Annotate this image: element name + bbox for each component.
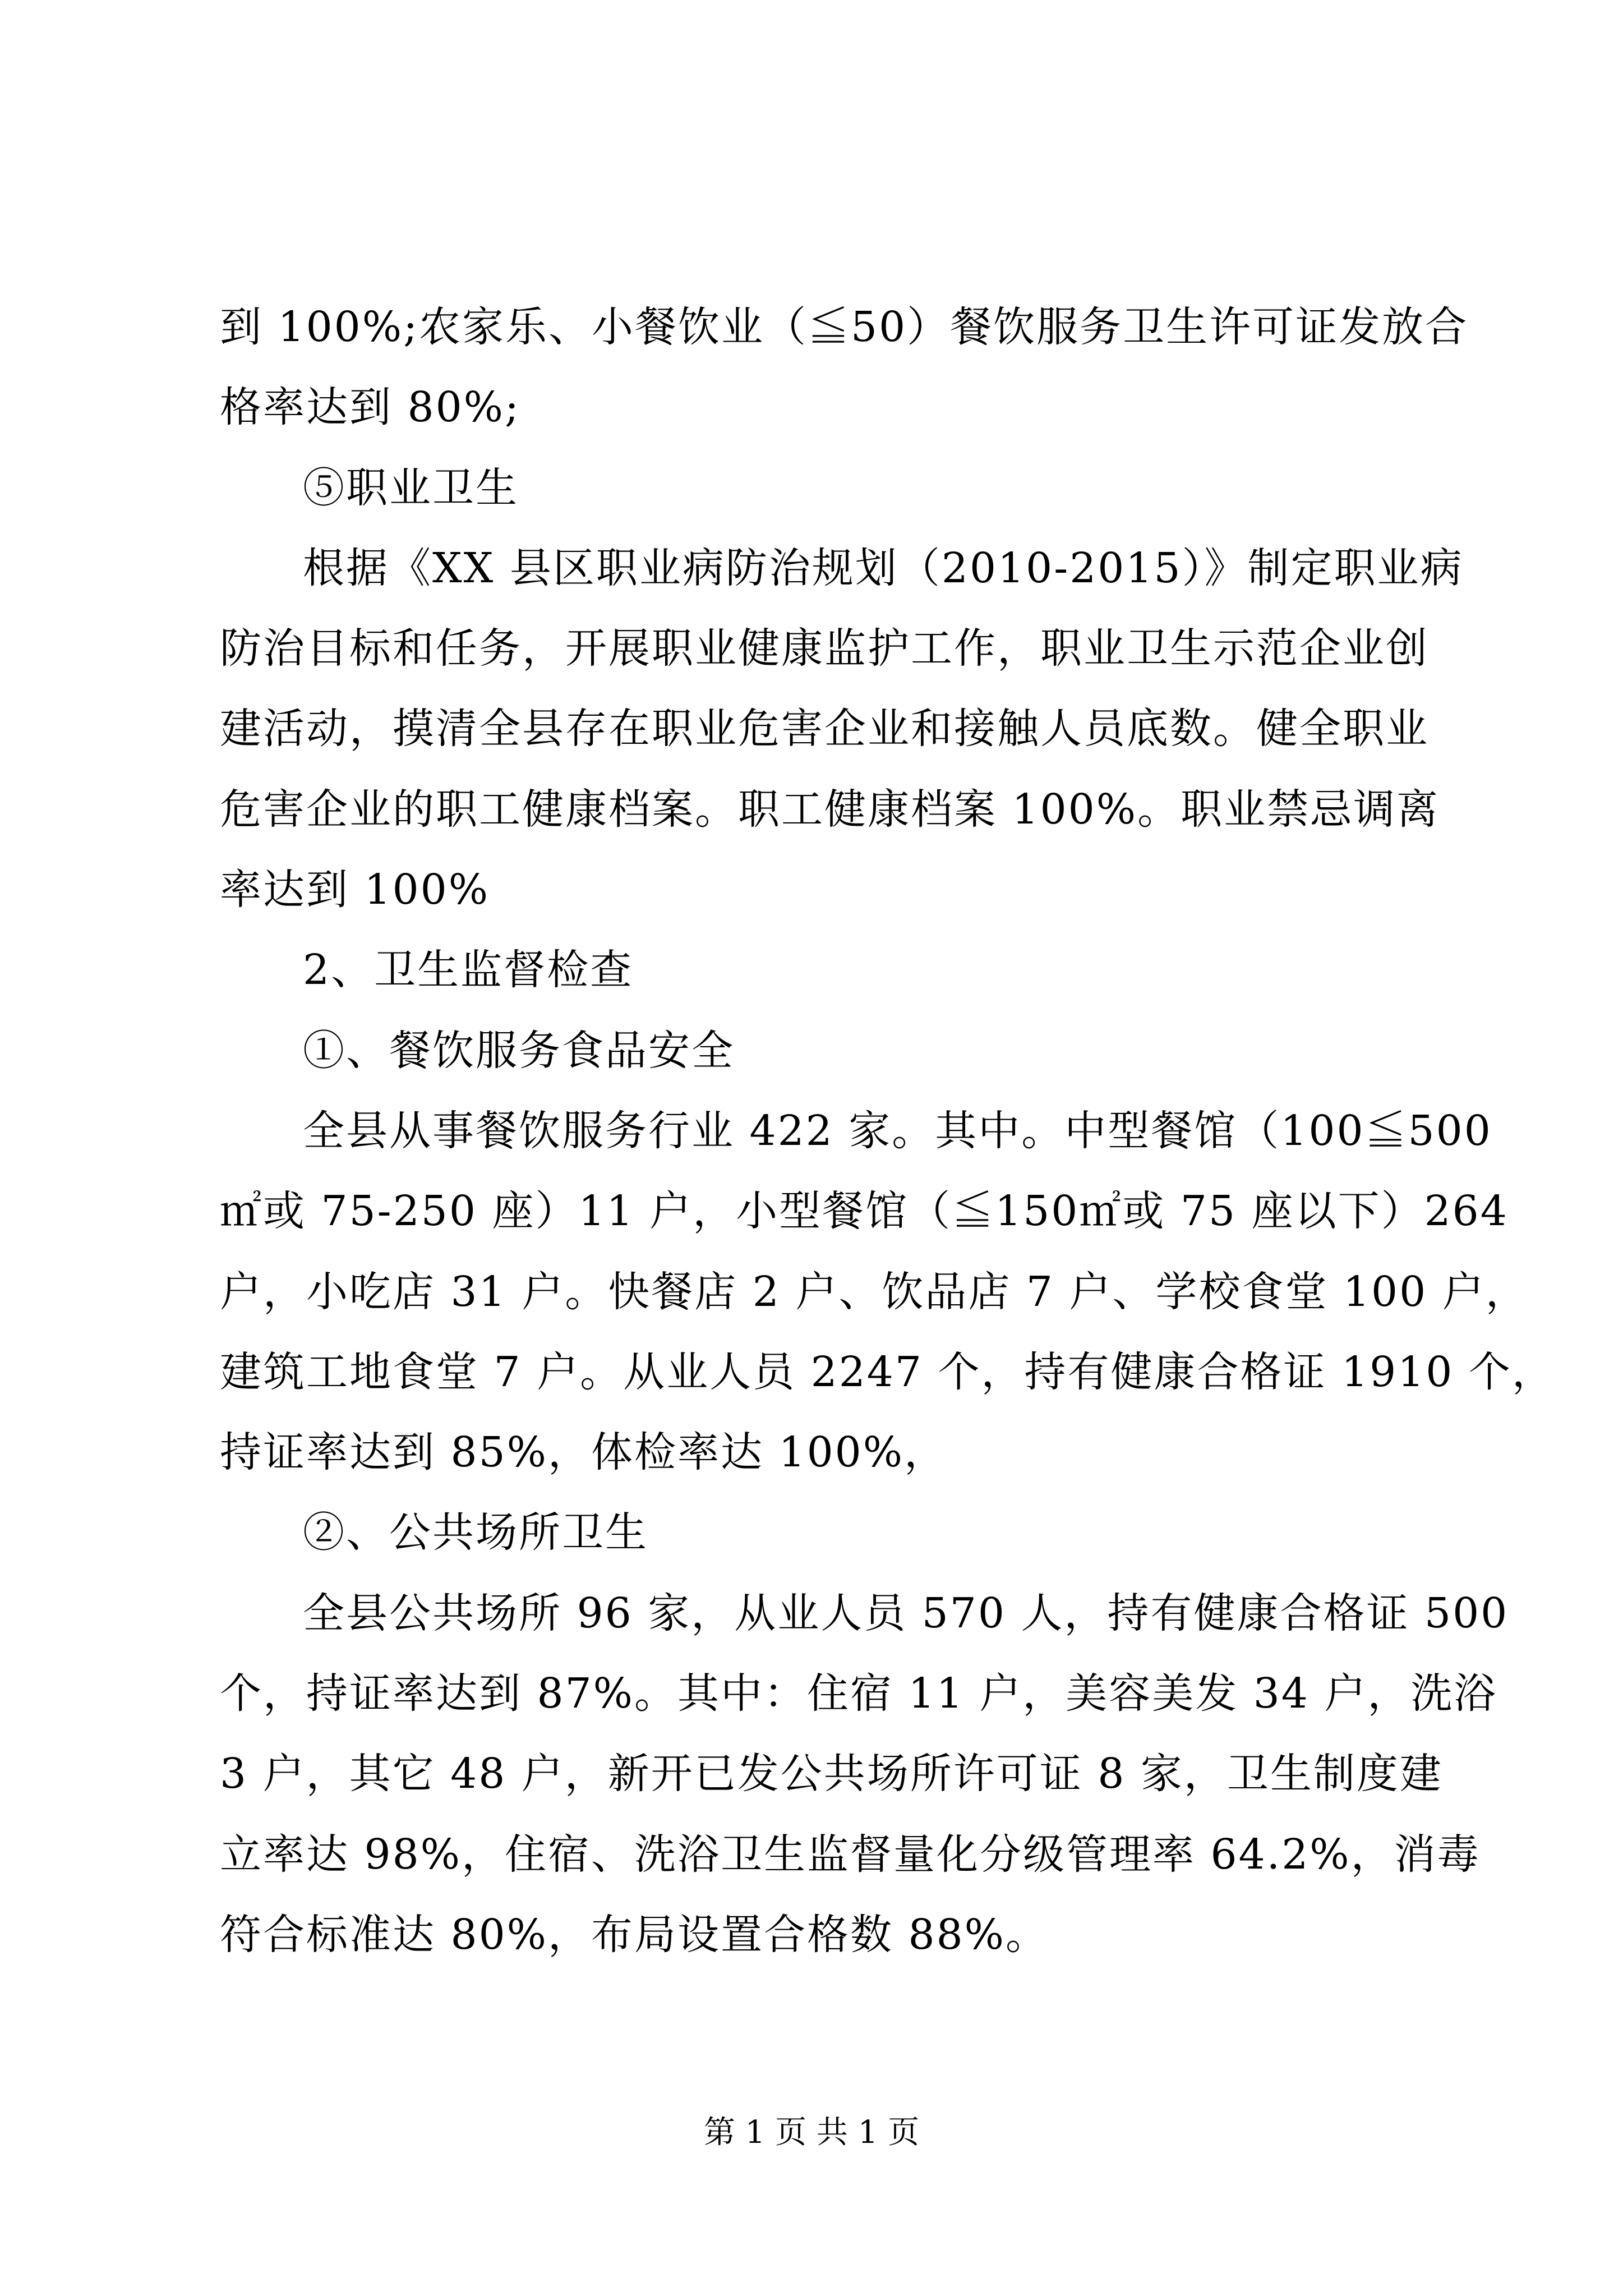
text-line: 率达到 100% — [220, 866, 490, 914]
text-line: 防治目标和任务，开展职业健康监护工作，职业卫生示范企业创 — [220, 624, 1429, 673]
text-line: 到 100%;农家乐、小餐饮业（≦50）餐饮服务卫生许可证发放合 — [220, 303, 1469, 351]
text-line: 危害企业的职工健康档案。职工健康档案 100%。职业禁忌调离 — [220, 785, 1440, 834]
document-body — [220, 287, 1555, 1975]
text-line: ㎡或 75-250 座）11 户，小型餐馆（≦150㎡或 75 座以下）264 — [220, 1187, 1509, 1236]
section-heading-health-supervision: 2、卫生监督检查 — [303, 946, 634, 995]
text-line: 全县从事餐饮服务行业 422 家。其中。中型餐馆（100≦500 — [303, 1106, 1492, 1155]
text-line: 立率达 98%，住宿、洗浴卫生监督量化分级管理率 64.2%，消毒 — [220, 1830, 1481, 1879]
text-line: 根据《XX 县区职业病防治规划（2010-2015）》制定职业病 — [303, 544, 1464, 592]
text-line: 3 户，其它 48 户，新开已发公共场所许可证 8 家，卫生制度建 — [220, 1750, 1443, 1798]
section-heading-occupational-health: ⑤职业卫生 — [303, 463, 519, 512]
text-line: 个，持证率达到 87%。其中：住宿 11 户，美容美发 34 户，洗浴 — [220, 1669, 1497, 1718]
text-line: 全县公共场所 96 家，从业人员 570 人，持有健康合格证 500 — [303, 1589, 1509, 1637]
section-heading-public-places: ②、公共场所卫生 — [303, 1508, 648, 1557]
text-line: 符合标准达 80%，布局设置合格数 88%。 — [220, 1910, 1049, 1959]
text-line: 持证率达到 85%，体检率达 100%， — [220, 1428, 948, 1477]
text-line: 户，小吃店 31 户。快餐店 2 户、饮品店 7 户、学校食堂 100 户， — [220, 1267, 1529, 1316]
page-footer: 第 1 页 共 1 页 — [703, 2114, 920, 2151]
text-line: 建筑工地食堂 7 户。从业人员 2247 个，持有健康合格证 1910 个， — [220, 1347, 1555, 1396]
section-heading-food-safety: ①、餐饮服务食品安全 — [303, 1026, 735, 1075]
text-line: 格率达到 80%; — [220, 383, 520, 432]
text-line: 建活动，摸清全县存在职业危害企业和接触人员底数。健全职业 — [220, 705, 1429, 753]
